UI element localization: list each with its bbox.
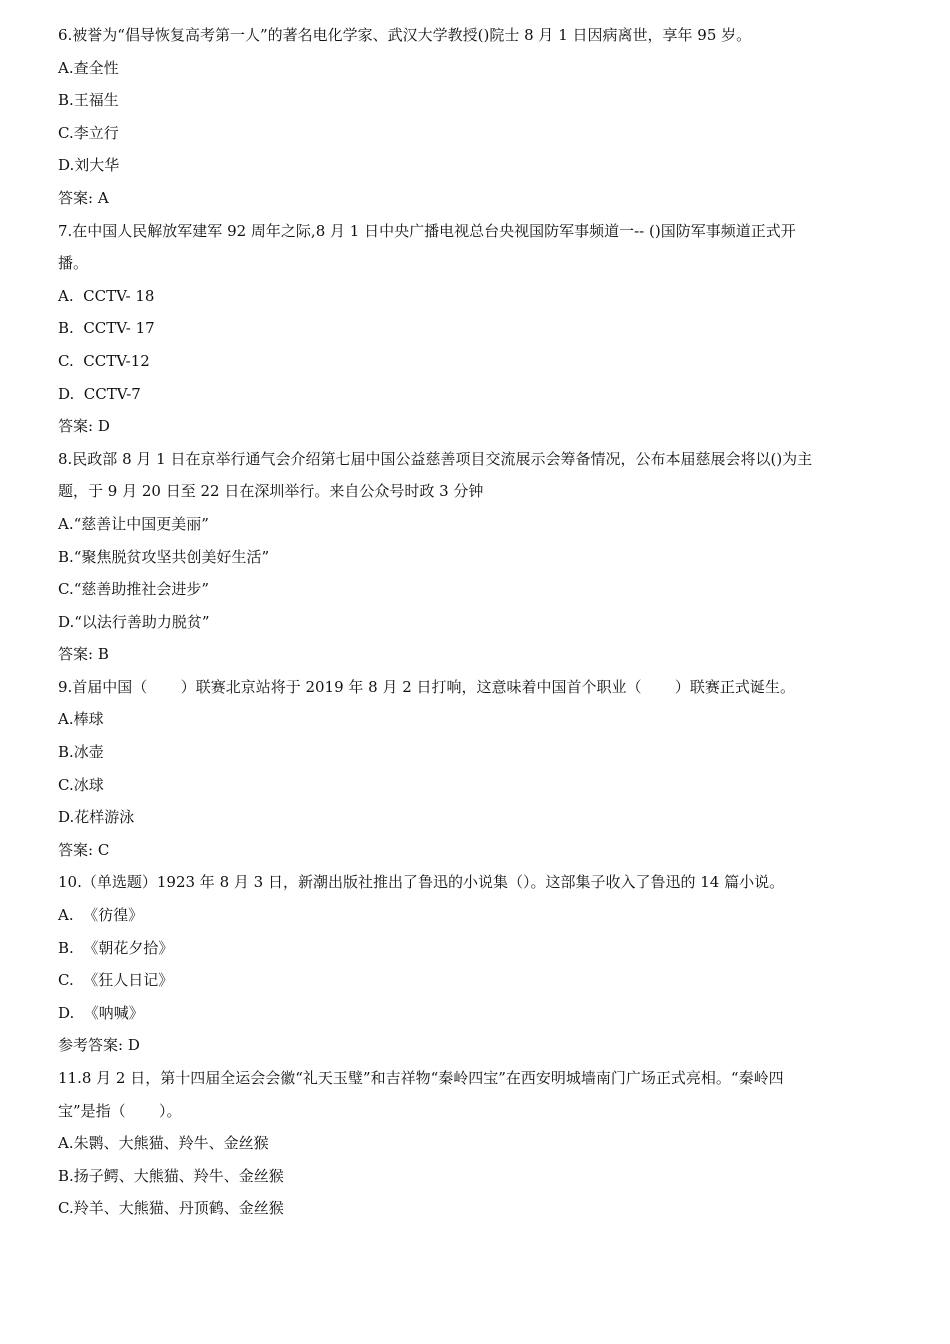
option-a: A. 《彷徨》	[58, 906, 144, 925]
option-d: D.刘大华	[58, 156, 120, 175]
option-b: B.扬子鳄、大熊猫、羚牛、金丝猴	[58, 1166, 284, 1185]
answer: 参考答案: D	[58, 1036, 140, 1055]
option-b: B. CCTV- 17	[58, 319, 155, 338]
document-page	[58, 19, 918, 1225]
option-d: D.“以法行善助力脱贫”	[58, 612, 210, 631]
option-a: A. CCTV- 18	[58, 286, 155, 305]
option-c: C.冰球	[58, 775, 104, 794]
option-b: B.冰壶	[58, 743, 104, 762]
option-c: C. CCTV-12	[58, 351, 150, 370]
question-stem: 11.8 月 2 日，第十四届全运会会徽“礼天玉璧”和吉祥物“秦岭四宝”在西安明城墙南门广场正式亮相。“秦岭四	[58, 1069, 784, 1087]
option-a: A.查全性	[58, 58, 119, 77]
option-a: A.棒球	[58, 710, 104, 729]
option-d: D. CCTV-7	[58, 384, 141, 403]
answer: 答案: A	[58, 188, 109, 207]
answer: 答案: C	[58, 840, 110, 859]
option-b: B. 《朝花夕拾》	[58, 938, 174, 957]
answer: 答案: B	[58, 645, 109, 664]
option-b: B.王福生	[58, 91, 119, 110]
answer: 答案: D	[58, 417, 110, 436]
question-8	[58, 443, 918, 671]
option-c: C. 《狂人日记》	[58, 971, 174, 990]
question-11	[58, 1062, 918, 1225]
option-d: D.花样游泳	[58, 808, 135, 827]
option-a: A.朱鹮、大熊猫、羚牛、金丝猴	[58, 1134, 269, 1153]
question-stem: 10.（单选题）1923 年 8 月 3 日，新潮出版社推出了鲁迅的小说集（）。这部集子收入了鲁迅的 14 篇小说。	[58, 873, 785, 892]
question-stem-continued: 题，于 9 月 20 日至 22 日在深圳举行。来自公众号时政 3 分钟	[58, 482, 484, 501]
question-stem: 9.首届中国（ ）联赛北京站将于 2019 年 8 月 2 日打响，这意味着中国首个职业（ ）联赛正式诞生。	[58, 677, 795, 696]
option-c: C.“慈善助推社会进步”	[58, 580, 210, 599]
question-stem-continued: 宝”是指（ ）。	[58, 1101, 182, 1120]
option-c: C.李立行	[58, 123, 119, 142]
question-9	[58, 671, 918, 867]
question-10	[58, 866, 918, 1062]
option-c: C.羚羊、大熊猫、丹顶鹤、金丝猴	[58, 1199, 284, 1218]
question-stem: 6.被誉为“倡导恢复高考第一人”的著名电化学家、武汉大学教授()院士 8 月 1 日因病离世，享年 95 岁。	[58, 26, 752, 44]
question-stem: 7.在中国人民解放军建军 92 周年之际,8 月 1 日中央广播电视总台央视国防军事频道一-- ()国防军事频道正式开	[58, 221, 796, 240]
option-d: D. 《呐喊》	[58, 1003, 144, 1022]
option-a: A.“慈善让中国更美丽”	[58, 514, 209, 533]
question-stem: 8.民政部 8 月 1 日在京举行通气会介绍第七届中国公益慈善项目交流展示会筹备情况，公布本届慈展会将以()为主	[58, 449, 813, 468]
option-b: B.“聚焦脱贫攻坚共创美好生活”	[58, 547, 270, 566]
question-7	[58, 215, 918, 443]
question-6	[58, 19, 918, 215]
question-stem-continued: 播。	[58, 254, 89, 273]
